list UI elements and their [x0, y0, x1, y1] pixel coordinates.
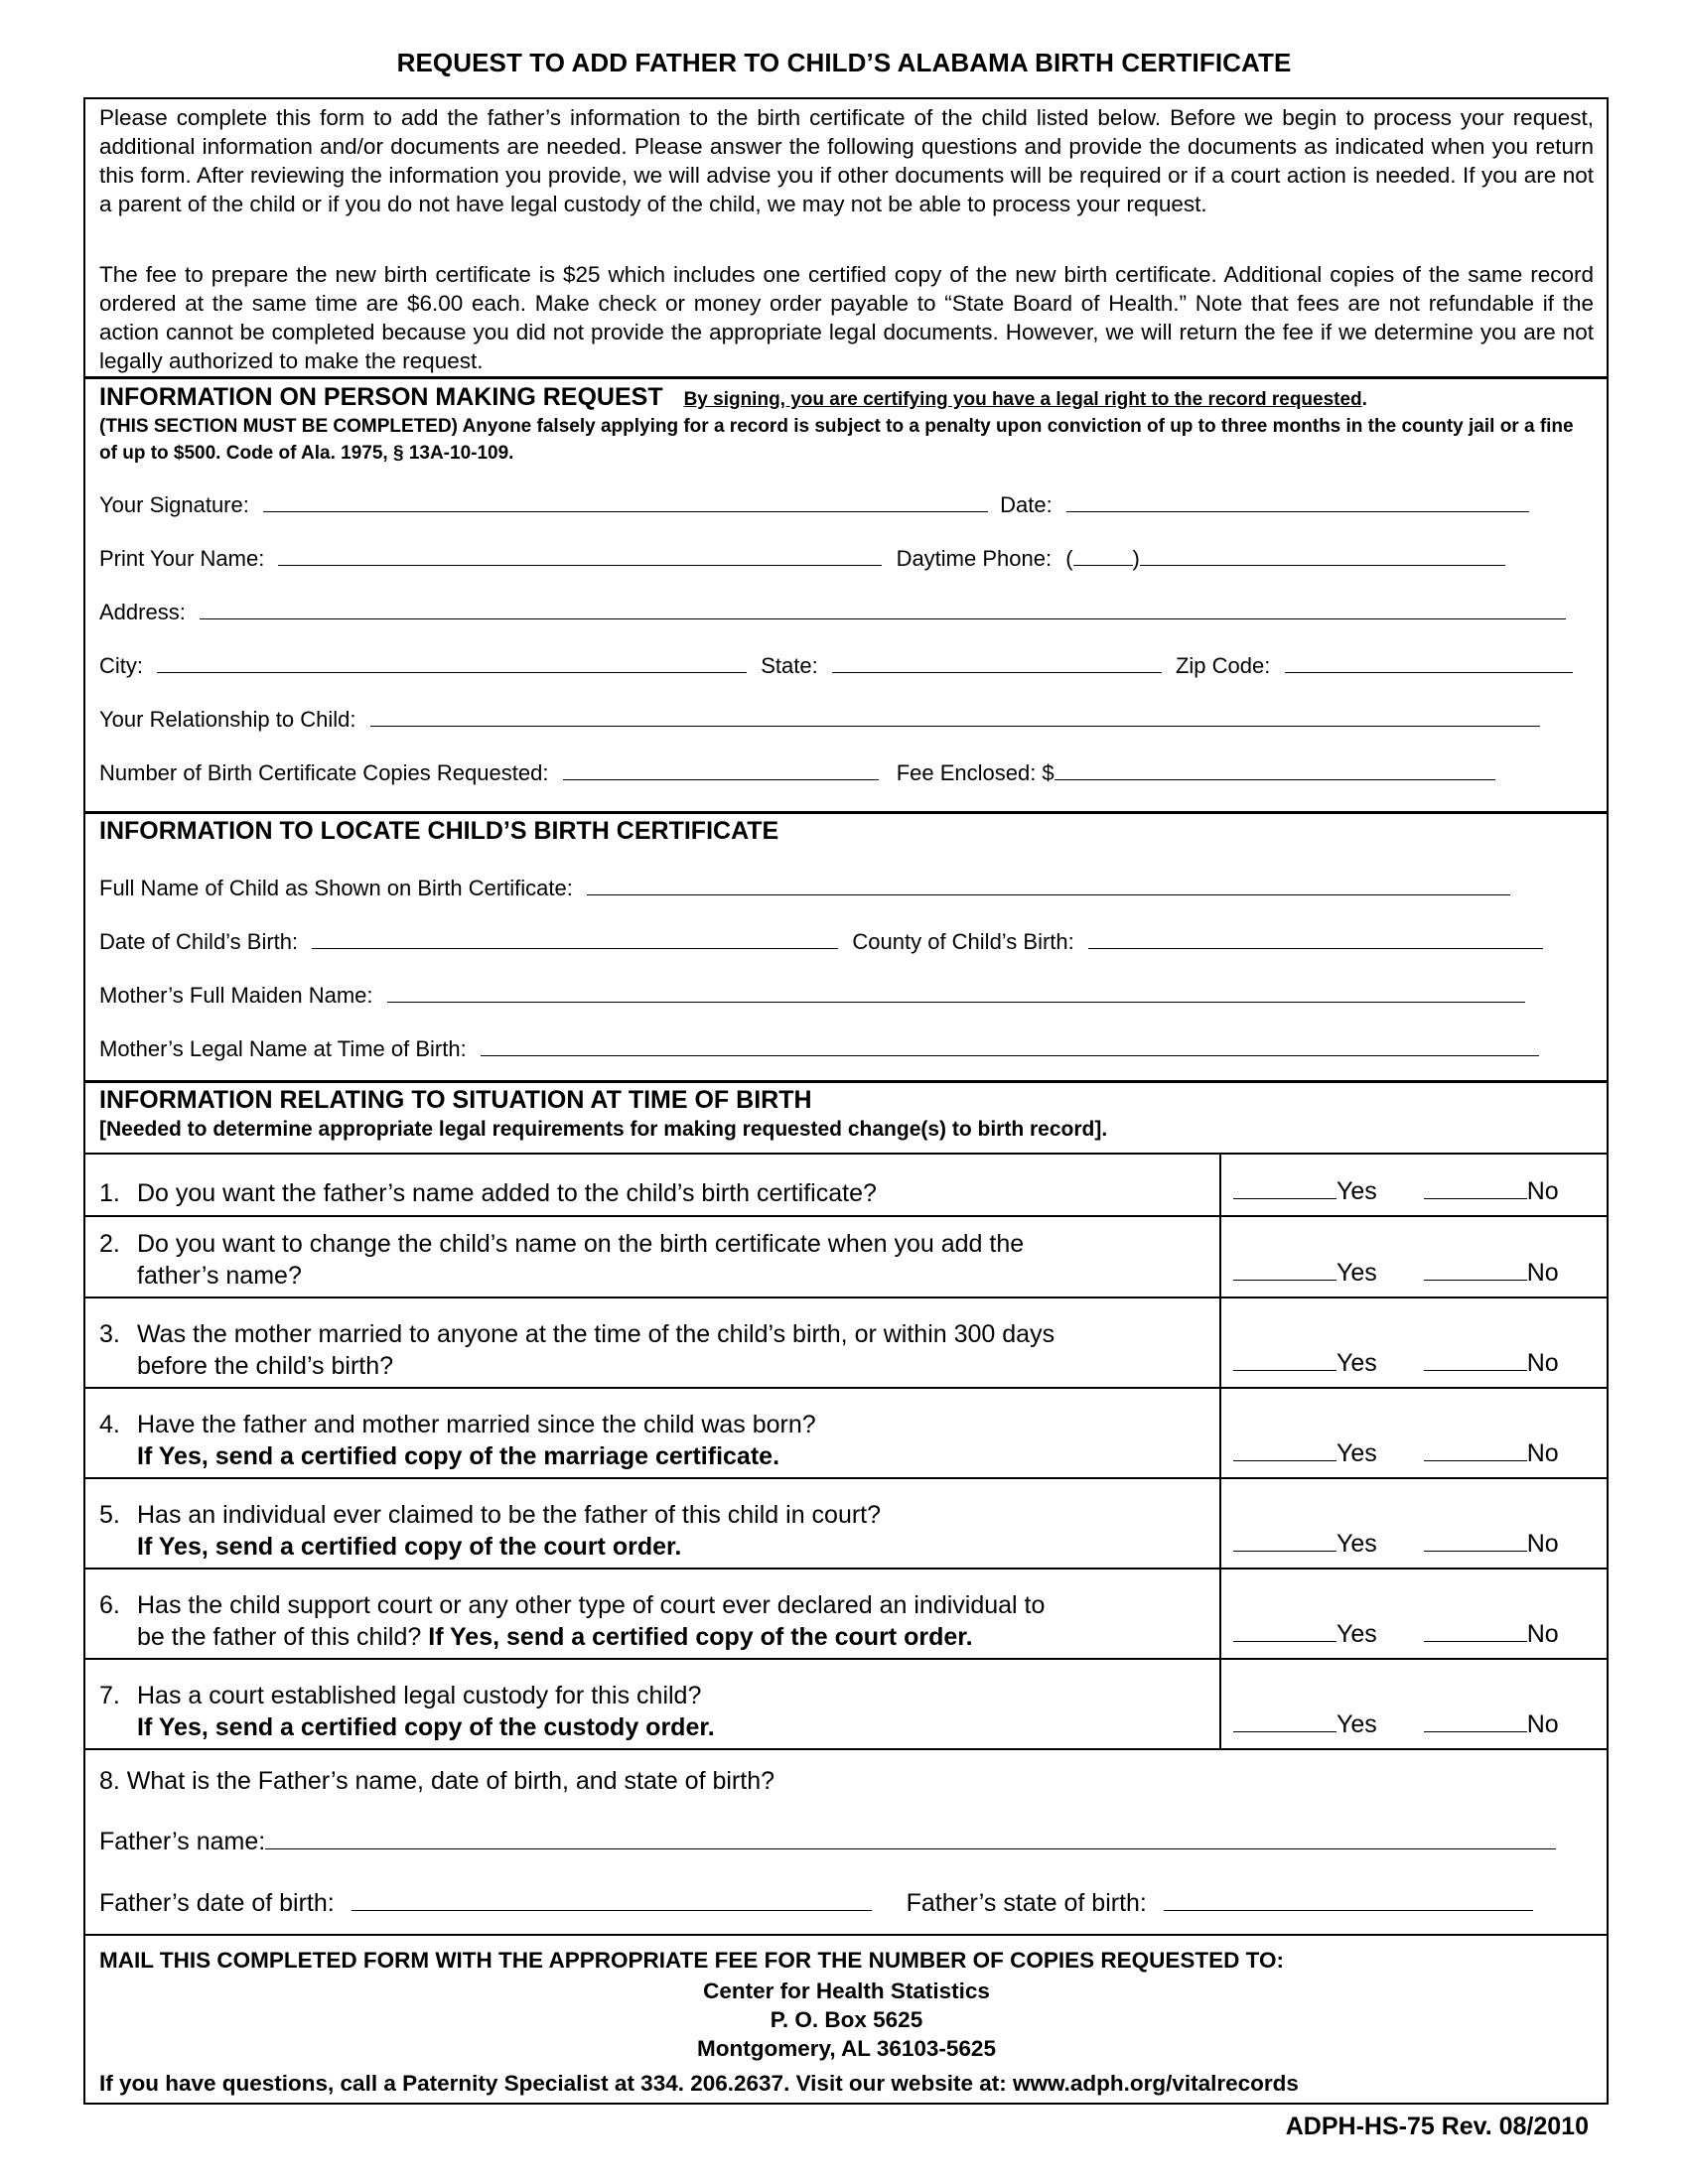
- situation-subheading: [Needed to determine appropriate legal requirements for making requested change(s) to birth record].: [99, 1118, 1108, 1141]
- question-instruction: If Yes, send a certified copy of the court order.: [428, 1623, 973, 1651]
- copies-field[interactable]: [563, 778, 879, 780]
- maiden-name-row: [99, 983, 1525, 1009]
- yes-field[interactable]: [1233, 1621, 1336, 1642]
- father-name-field[interactable]: [265, 1847, 1556, 1849]
- child-name-label: Full Name of Child as Shown on Birth Certificate:: [99, 876, 573, 900]
- question-instruction: If Yes, send a certified copy of the marriage certificate.: [137, 1442, 780, 1470]
- state-field[interactable]: [832, 671, 1162, 673]
- intro-paragraph-1: Please complete this form to add the father’s information to the birth certificate of the child listed below. Before we begin to process your request, additional information and/or documents are needed. Please answer the following questions and provide the documents as indicated when you return this form. After reviewing the information you provide, we will advise you if other documents will be required or if a court action is needed. If you are not a parent of the child or if you do not have legal custody of the child, we may not be able to process your request.: [99, 105, 1594, 216]
- question-number: 3.: [99, 1320, 120, 1348]
- no-label: No: [1526, 1349, 1559, 1377]
- question-number: 4.: [99, 1411, 120, 1438]
- child-name-row: [99, 876, 1510, 901]
- no-label: No: [1526, 1177, 1559, 1205]
- yes-field[interactable]: [1233, 1711, 1336, 1732]
- county-field[interactable]: [1088, 947, 1543, 949]
- relationship-label: Your Relationship to Child:: [99, 707, 356, 732]
- no-field[interactable]: [1424, 1178, 1527, 1199]
- no-field[interactable]: [1424, 1621, 1527, 1642]
- state-label: State:: [761, 653, 818, 678]
- father-dob-row: [99, 1889, 1533, 1918]
- legal-name-label: Mother’s Legal Name at Time of Birth:: [99, 1036, 467, 1061]
- address-label: Address:: [99, 600, 186, 624]
- phone-field[interactable]: [1140, 564, 1505, 566]
- no-field[interactable]: [1424, 1440, 1527, 1461]
- copies-row: [99, 760, 1495, 786]
- question-instruction: If Yes, send a certified copy of the custody order.: [137, 1713, 715, 1741]
- locate-heading: INFORMATION TO LOCATE CHILD’S BIRTH CERTIFICATE: [99, 817, 779, 845]
- divider: [83, 1934, 1609, 1936]
- requester-heading: [99, 383, 1367, 412]
- legal-name-field[interactable]: [481, 1054, 1539, 1056]
- father-name-label: Father’s name:: [99, 1828, 266, 1855]
- mail-instruction: MAIL THIS COMPLETED FORM WITH THE APPROPRIATE FEE FOR THE NUMBER OF COPIES REQUESTED TO:: [99, 1948, 1284, 1973]
- yes-field[interactable]: [1233, 1260, 1336, 1281]
- question-number: 6.: [99, 1591, 120, 1619]
- signature-field[interactable]: [263, 510, 988, 512]
- answer-7: [1233, 1710, 1591, 1739]
- question-text-cont: be the father of this child?: [137, 1623, 429, 1651]
- yes-label: Yes: [1336, 1439, 1377, 1467]
- divider: [1219, 1153, 1221, 1748]
- question-5: [99, 1499, 1192, 1563]
- divider: [83, 376, 1609, 379]
- phone-label: Daytime Phone:: [896, 546, 1053, 571]
- address-field[interactable]: [200, 617, 1566, 619]
- form-title: REQUEST TO ADD FATHER TO CHILD’S ALABAMA BIRTH CERTIFICATE: [396, 48, 1292, 77]
- divider: [83, 1297, 1609, 1298]
- divider: [83, 1387, 1609, 1389]
- maiden-name-label: Mother’s Full Maiden Name:: [99, 983, 373, 1008]
- father-dob-field[interactable]: [352, 1909, 872, 1911]
- question-8: 8. What is the Father’s name, date of birth, and state of birth?: [99, 1767, 775, 1795]
- yes-field[interactable]: [1233, 1531, 1336, 1552]
- question-text: Has an individual ever claimed to be the father of this child in court?: [137, 1501, 882, 1529]
- city-label: City:: [99, 653, 143, 678]
- signature-row: [99, 492, 1529, 518]
- child-dob-label: Date of Child’s Birth:: [99, 929, 299, 954]
- answer-2: [1233, 1259, 1591, 1288]
- question-6: [99, 1589, 1211, 1653]
- father-name-row: [99, 1828, 1556, 1856]
- child-dob-field[interactable]: [312, 947, 838, 949]
- mail-address: [99, 1977, 1594, 2063]
- answer-1: [1233, 1177, 1591, 1206]
- city-row: [99, 653, 1573, 679]
- certify-end: .: [1361, 389, 1367, 410]
- requester-heading-text: INFORMATION ON PERSON MAKING REQUEST: [99, 383, 663, 411]
- father-state-label: Father’s state of birth:: [906, 1889, 1147, 1917]
- no-label: No: [1526, 1620, 1559, 1648]
- no-label: No: [1526, 1259, 1559, 1287]
- divider: [83, 1153, 1609, 1155]
- city-field[interactable]: [157, 671, 747, 673]
- divider: [83, 1748, 1609, 1750]
- question-7: [99, 1680, 1192, 1743]
- question-number: 5.: [99, 1501, 120, 1529]
- yes-label: Yes: [1336, 1349, 1377, 1377]
- answer-6: [1233, 1620, 1591, 1649]
- fee-field[interactable]: [1055, 778, 1495, 780]
- no-field[interactable]: [1424, 1531, 1527, 1552]
- father-dob-label: Father’s date of birth:: [99, 1889, 335, 1917]
- county-label: County of Child’s Birth:: [852, 929, 1074, 954]
- divider: [83, 1477, 1609, 1479]
- child-dob-row: [99, 929, 1543, 955]
- zip-label: Zip Code:: [1175, 653, 1271, 678]
- question-text: Do you want the father’s name added to the child’s birth certificate?: [137, 1179, 877, 1207]
- no-label: No: [1526, 1439, 1559, 1467]
- question-text-cont: before the child’s birth?: [137, 1352, 394, 1380]
- divider: [83, 1568, 1609, 1570]
- fee-label: Fee Enclosed: $: [896, 760, 1055, 785]
- relationship-row: [99, 707, 1540, 733]
- mail-box: P. O. Box 5625: [770, 2007, 923, 2032]
- question-text-cont: father’s name?: [137, 1262, 302, 1290]
- name-row: [99, 546, 1505, 572]
- divider: [83, 2103, 1609, 2105]
- address-row: [99, 600, 1566, 625]
- answer-4: [1233, 1439, 1591, 1468]
- yes-field[interactable]: [1233, 1350, 1336, 1371]
- requester-notice: (THIS SECTION MUST BE COMPLETED) Anyone falsely applying for a record is subject to a penalty upon conviction of up to three months in the county jail or a fine of up to $500. Code of Ala. 1975, § 13A-10-109.: [99, 416, 1574, 464]
- certify-text: By signing, you are certifying you have a legal right to the record requested: [683, 389, 1362, 410]
- phone-close: ): [1132, 546, 1140, 571]
- no-label: No: [1526, 1710, 1559, 1738]
- yes-label: Yes: [1336, 1530, 1377, 1558]
- mail-org: Center for Health Statistics: [703, 1979, 990, 2003]
- phone-open: (: [1065, 546, 1073, 571]
- name-label: Print Your Name:: [99, 546, 265, 571]
- divider: [83, 1658, 1609, 1660]
- question-text: Do you want to change the child’s name on the birth certificate when you add the: [137, 1230, 1025, 1258]
- date-label: Date:: [1000, 492, 1053, 517]
- father-state-field[interactable]: [1164, 1909, 1533, 1911]
- situation-heading: INFORMATION RELATING TO SITUATION AT TIME OF BIRTH: [99, 1086, 812, 1114]
- yes-label: Yes: [1336, 1620, 1377, 1648]
- answer-5: [1233, 1530, 1591, 1559]
- relationship-field[interactable]: [370, 725, 1540, 727]
- question-text: Has a court established legal custody for this child?: [137, 1682, 702, 1709]
- copies-label: Number of Birth Certificate Copies Requested:: [99, 760, 549, 785]
- zip-field[interactable]: [1285, 671, 1573, 673]
- yes-label: Yes: [1336, 1177, 1377, 1205]
- question-3: [99, 1318, 1211, 1382]
- no-field[interactable]: [1424, 1711, 1527, 1732]
- divider: [83, 1215, 1609, 1217]
- question-2: [99, 1228, 1192, 1292]
- question-number: 2.: [99, 1230, 120, 1258]
- yes-label: Yes: [1336, 1710, 1377, 1738]
- signature-label: Your Signature:: [99, 492, 249, 517]
- question-text: Has the child support court or any other type of court ever declared an individual to: [137, 1591, 1046, 1619]
- contact-info: If you have questions, call a Paternity Specialist at 334. 206.2637. Visit our website at: www.adph.org/vitalrecords: [99, 2071, 1299, 2096]
- yes-label: Yes: [1336, 1259, 1377, 1287]
- maiden-name-field[interactable]: [387, 1001, 1525, 1003]
- no-field[interactable]: [1424, 1350, 1527, 1371]
- form-id: ADPH-HS-75 Rev. 08/2010: [1285, 2113, 1589, 2140]
- legal-name-row: [99, 1036, 1539, 1062]
- name-field[interactable]: [278, 564, 882, 566]
- answer-3: [1233, 1349, 1591, 1378]
- child-name-field[interactable]: [587, 893, 1510, 895]
- question-text: Was the mother married to anyone at the time of the child’s birth, or within 300 days: [137, 1320, 1055, 1348]
- date-field[interactable]: [1066, 510, 1529, 512]
- question-instruction: If Yes, send a certified copy of the court order.: [137, 1533, 682, 1561]
- no-label: No: [1526, 1530, 1559, 1558]
- no-field[interactable]: [1424, 1260, 1527, 1281]
- question-1: [99, 1177, 1192, 1209]
- area-code-field[interactable]: [1073, 564, 1133, 566]
- yes-field[interactable]: [1233, 1178, 1336, 1199]
- question-text: Have the father and mother married since the child was born?: [137, 1411, 816, 1438]
- intro-paragraph-2: The fee to prepare the new birth certificate is $25 which includes one certified copy of the new birth certificate. Additional copies of the same record ordered at the same time are $6.00 each. Make check or money order payable to “State Board of Health.” Note that fees are not refundable if the action cannot be completed because you did not provide the appropriate legal documents. However, we will return the fee if we determine you are not legally authorized to make the request.: [99, 262, 1594, 373]
- question-4: [99, 1409, 1192, 1472]
- yes-field[interactable]: [1233, 1440, 1336, 1461]
- question-number: 7.: [99, 1682, 120, 1709]
- mail-city: Montgomery, AL 36103-5625: [697, 2036, 996, 2061]
- question-number: 1.: [99, 1179, 120, 1207]
